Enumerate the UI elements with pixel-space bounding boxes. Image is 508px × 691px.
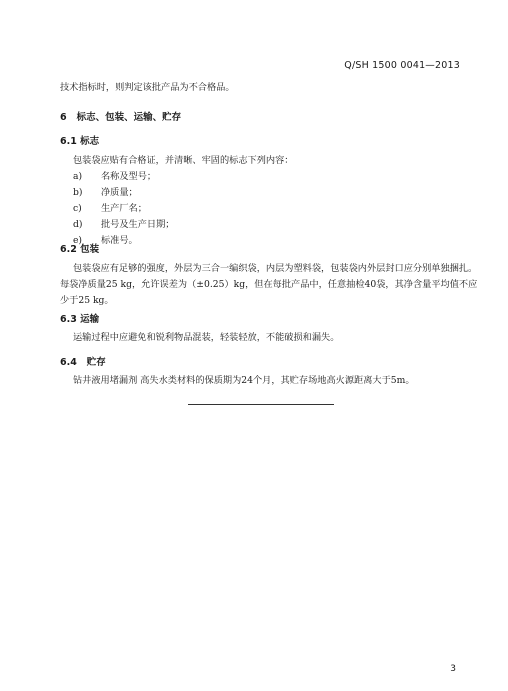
list-marker: a) <box>73 171 83 182</box>
list-item <box>73 217 469 233</box>
list-marker: e) <box>73 235 83 246</box>
section-6-1-heading <box>60 134 456 150</box>
section-6-1-number: 6.1 <box>60 136 77 147</box>
section-6-2-title: 包装 <box>80 244 100 255</box>
list-marker: d) <box>73 219 83 230</box>
marking-list <box>60 169 469 249</box>
page-number: 3 <box>450 664 456 674</box>
document-code: Q/SH 1500 0041—2013 <box>344 60 460 71</box>
section-6-number: 6 <box>60 112 67 123</box>
section-6-1-title: 标志 <box>80 136 100 147</box>
section-6-3-text: 运输过程中应避免和锐利物品混装，轻装轻放，不能破损和漏失。 <box>73 332 340 343</box>
section-6-4-title: 贮存 <box>86 357 106 368</box>
intro-line: 技术指标时，则判定该批产品为不合格品。 <box>60 82 235 93</box>
list-text: 生产厂名； <box>101 203 147 214</box>
paragraph-line: 每袋净质量25 kg，允许误差为（±0.25）kg，但在每批产品中，任意抽检40袋，其净含量平均值不应 <box>60 279 478 290</box>
section-6-4-number: 6.4 <box>60 357 77 368</box>
section-6-2-paragraph <box>60 261 478 309</box>
section-6-2-number: 6.2 <box>60 244 77 255</box>
section-6-2-heading <box>60 242 456 258</box>
section-6-heading <box>60 110 456 126</box>
list-text: 净质量； <box>101 187 138 198</box>
list-text: 标准号。 <box>101 235 138 246</box>
list-item <box>73 201 469 217</box>
section-6-3-number: 6.3 <box>60 314 77 325</box>
list-marker: c) <box>73 203 82 214</box>
section-6-4-text: 钻井液用堵漏剂 高失水类材料的保质期为24个月，其贮存场地高火源距离大于5m。 <box>73 375 415 386</box>
list-item <box>73 169 469 185</box>
section-6-title: 标志、包装、运输、贮存 <box>76 112 182 123</box>
paragraph-line: 少于25 kg。 <box>60 295 114 306</box>
list-text: 名称及型号； <box>101 171 157 182</box>
list-item <box>73 185 469 201</box>
section-6-1-lead: 包装袋应贴有合格证，并清晰、牢固的标志下列内容： <box>73 155 294 166</box>
paragraph-line: 包装袋应有足够的强度，外层为三合一编织袋，内层为塑料袋，包装袋内外层封口应分别单独捆扎。 <box>73 263 478 274</box>
list-text: 批号及生产日期； <box>101 219 175 230</box>
section-6-4-heading <box>60 355 456 371</box>
end-rule <box>188 404 334 405</box>
section-6-3-heading <box>60 312 456 328</box>
list-marker: b) <box>73 187 83 198</box>
section-6-3-title: 运输 <box>80 314 100 325</box>
